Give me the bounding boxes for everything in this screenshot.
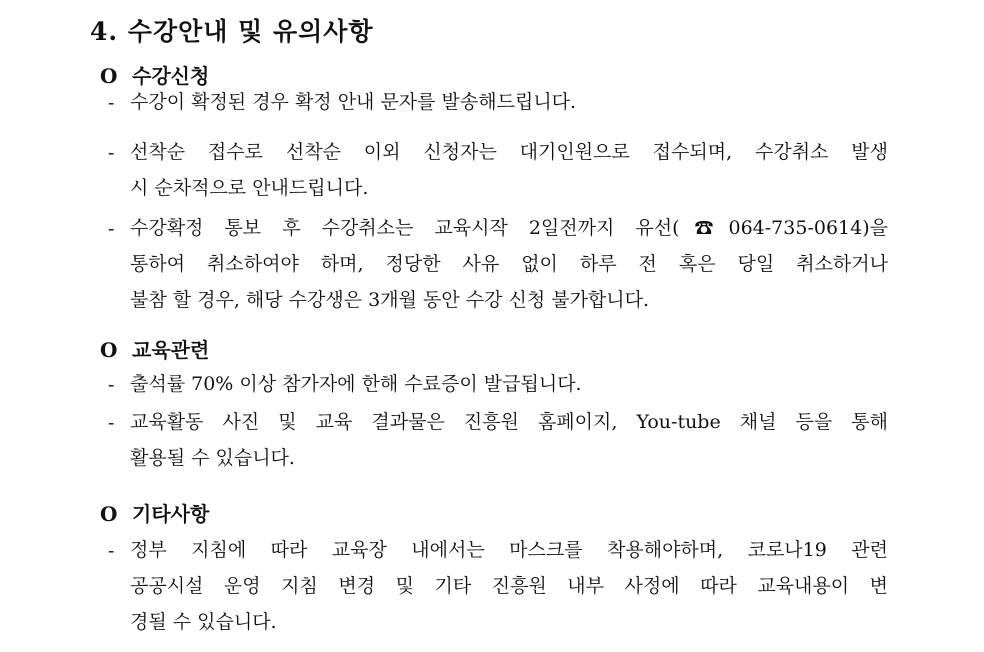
list-item-line: 공공시설 운영 지침 변경 및 기타 진흥원 내부 사정에 따라 교육내용이 변 xyxy=(130,575,888,597)
section-title-label: 기타사항 xyxy=(132,502,210,526)
list-item-line: 정부 지침에 따라 교육장 내에서는 마스크를 착용해야하며, 코로나19 관련 xyxy=(130,539,888,561)
dash-bullet: - xyxy=(108,540,115,562)
circle-bullet-icon: O xyxy=(100,338,118,362)
dash-bullet: - xyxy=(108,412,115,434)
dash-bullet: - xyxy=(108,92,115,114)
circle-bullet-icon: O xyxy=(100,64,118,88)
list-item-line: 수강확정 통보 후 수강취소는 교육시작 2일전까지 유선(☎064-735-0614)을 xyxy=(130,217,888,239)
dash-bullet: - xyxy=(108,142,115,164)
list-item-line: 수강이 확정된 경우 확정 안내 문자를 발송해드립니다. xyxy=(130,91,577,113)
list-item-line: 통하여 취소하여야 하며, 정당한 사유 없이 하루 전 혹은 당일 취소하거나 xyxy=(130,253,888,275)
list-item-line: 불참 할 경우, 해당 수강생은 3개월 동안 수강 신청 불가합니다. xyxy=(130,289,650,311)
list-item-line: 시 순차적으로 안내드립니다. xyxy=(130,177,369,199)
section-heading: 4. 수강안내 및 유의사항 xyxy=(90,17,374,46)
list-item-line: 활용될 수 있습니다. xyxy=(130,447,295,469)
section-title-other xyxy=(100,498,209,527)
section-title-label: 수강신청 xyxy=(132,64,210,88)
list-item-line: 교육활동 사진 및 교육 결과물은 진흥원 홈페이지, You-tube 채널 등을 통해 xyxy=(130,411,888,433)
circle-bullet-icon: O xyxy=(100,502,118,526)
list-item-line: 경될 수 있습니다. xyxy=(130,611,277,633)
dash-bullet: - xyxy=(108,374,115,396)
section-title-label: 교육관련 xyxy=(132,338,210,362)
list-item-line: 출석률 70% 이상 참가자에 한해 수료증이 발급됩니다. xyxy=(130,373,582,395)
list-item-line: 선착순 접수로 선착순 이외 신청자는 대기인원으로 접수되며, 수강취소 발생 xyxy=(130,141,888,163)
section-title-education xyxy=(100,334,209,363)
dash-bullet: - xyxy=(108,218,115,240)
